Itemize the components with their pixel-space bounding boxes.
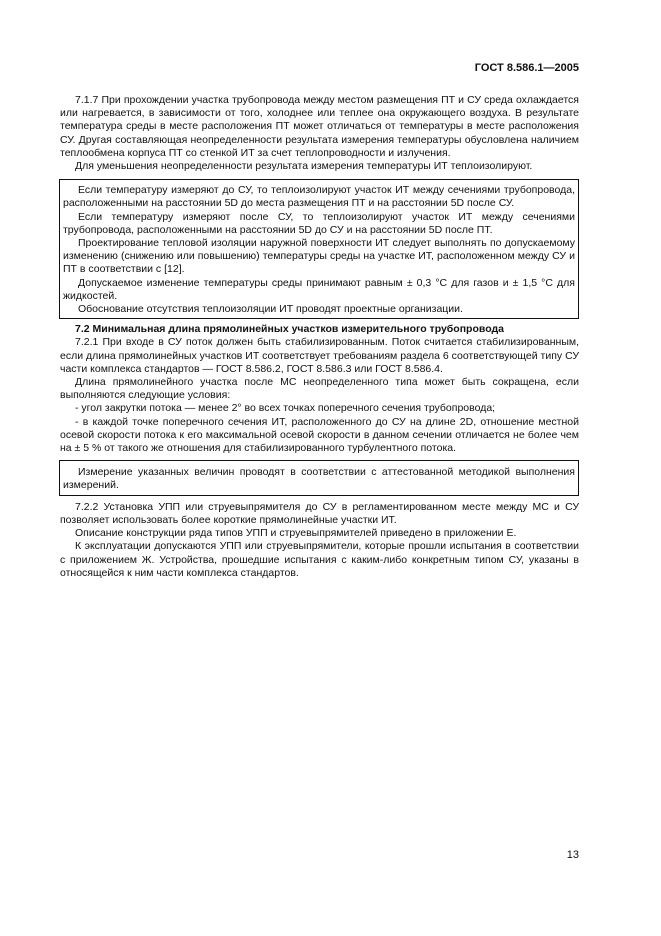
framed-note-measurement bbox=[59, 460, 579, 495]
framed-note-insulation bbox=[59, 179, 579, 319]
paragraph-appendix-e: Описание конструкции ряда типов УПП и струевыпрямителей приведено в приложении Е. bbox=[75, 527, 517, 540]
note-insulation-before-su: Если температуру измеряют до СУ, то теплоизолируют участок ИТ между сечениями трубопровода, расположенными на расстоянии 5D до места размещения ПТ и на расстоянии 5D после СУ. bbox=[63, 184, 575, 210]
paragraph-insulation-intro: Для уменьшения неопределенности результата измерения температуры ИТ теплоизолируют. bbox=[75, 160, 533, 173]
note-insulation-after-su: Если температуру измеряют после СУ, то теплоизолируют участок ИТ между сечениями трубопровода, расположенными на расстоянии 5D до СУ и на расстоянии 5D после ПТ. bbox=[63, 210, 575, 236]
paragraph-appendix-zh: К эксплуатации допускаются УПП или струевыпрямители, которые прошли испытания в соответствии с приложением Ж. Устройства, прошедшие испытания с каким-либо конкретным типом СУ, указаны в относящейся к ним части комплекса стандартов. bbox=[60, 540, 579, 579]
page-number: 13 bbox=[566, 849, 579, 861]
paragraph-7-1-7: 7.1.7 При прохождении участка трубопровода между местом размещения ПТ и СУ среда охлаждается или нагревается, в зависимости от того, холоднее или теплее она окружающего воздуха. В результате температура среды в месте расположения ПТ может отличаться от температуры в месте расположения СУ. Другая составляющая неопределенности результата измерения температуры обусловлена наличием теплообмена корпуса ПТ со стенкой ИТ за счет теплопроводности и излучения. bbox=[60, 94, 579, 159]
paragraph-7-2-1: 7.2.1 При входе в СУ поток должен быть стабилизированным. Поток считается стабилизированным, если длина прямолинейных участков ИТ соответствует требованиям раздела 6 соответствующей типу СУ части комплекса стандартов — ГОСТ 8.586.2, ГОСТ 8.586.3 или ГОСТ 8.586.4. bbox=[60, 336, 579, 375]
list-item-swirl-angle: - угол закрутки потока — менее 2° во всех точках поперечного сечения трубопровода; bbox=[75, 402, 496, 415]
note-temperature-tolerance: Допускаемое изменение температуры среды принимают равным ± 0,3 °С для газов и ± 1,5 °С для жидкостей. bbox=[63, 276, 575, 302]
note-insulation-design: Проектирование тепловой изоляции наружной поверхности ИТ следует выполнять по допускаемому изменению (снижению или повышению) температуры среды на участке ИТ, расположенном между СУ и ПТ в соответствии с [12]. bbox=[63, 237, 575, 276]
paragraph-shortening-conditions: Длина прямолинейного участка после МС неопределенного типа может быть сокращена, если выполняются следующие условия: bbox=[60, 376, 579, 402]
note-insulation-justification: Обоснование отсутствия теплоизоляции ИТ проводят проектные организации. bbox=[78, 303, 463, 316]
list-item-velocity-ratio: - в каждой точке поперечного сечения ИТ, расположенного до СУ на длине 2D, отношение местной осевой скорости потока к его максимальной осевой скорости в данном сечении отличается не более чем на ± 5 % от такого же отношения для стабилизированного турбулентного потока. bbox=[60, 415, 579, 455]
page-content bbox=[60, 94, 579, 580]
paragraph-7-2-2: 7.2.2 Установка УПП или струевыпрямителя до СУ в регламентированном месте между МС и СУ позволяет использовать более короткие прямолинейные участки ИТ. bbox=[60, 500, 579, 526]
section-heading-7-2: 7.2 Минимальная длина прямолинейных участков измерительного трубопровода bbox=[75, 323, 504, 336]
note-measurement-method: Измерение указанных величин проводят в соответствии с аттестованной методикой выполнения измерений. bbox=[63, 466, 575, 492]
document-header: ГОСТ 8.586.1—2005 bbox=[474, 62, 579, 74]
